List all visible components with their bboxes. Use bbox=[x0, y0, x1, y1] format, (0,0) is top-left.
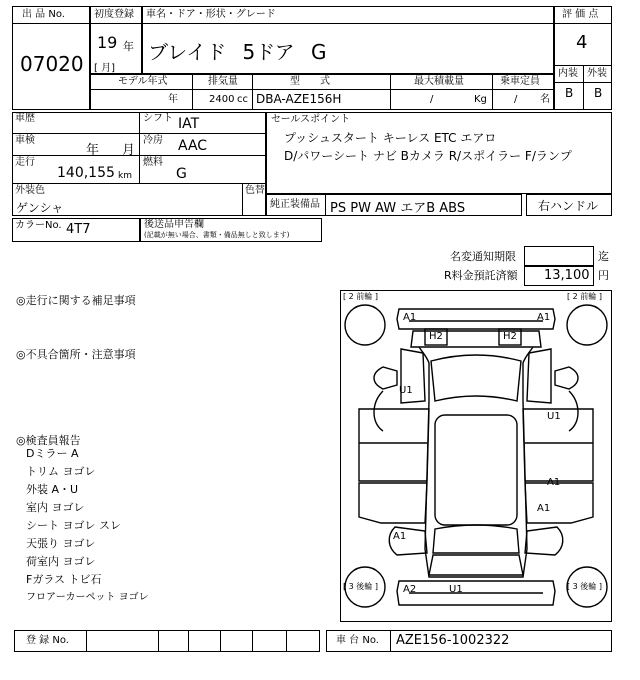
corner-label-rear-right: [ 3 後輪 ] bbox=[567, 582, 602, 591]
deadline-label: 名変通知期限 bbox=[450, 250, 516, 263]
car-outline bbox=[341, 291, 611, 621]
model-type: DBA-AZE156H bbox=[256, 92, 342, 106]
fuel-label: 燃料 bbox=[143, 157, 163, 168]
inspection-month-unit: 月 bbox=[122, 143, 136, 158]
trunk-shape bbox=[429, 555, 523, 575]
report-item: 室内 ヨゴレ bbox=[26, 501, 85, 514]
interior-grade: B bbox=[565, 86, 574, 100]
damage-diagram bbox=[340, 290, 612, 622]
history-label: 車歴 bbox=[15, 113, 35, 124]
damage-mark: U1 bbox=[547, 411, 561, 422]
sales-point-line-2: D/パワーシート ナビ Bカメラ R/スポイラー F/ランプ bbox=[284, 149, 572, 163]
recycle-unit: 円 bbox=[598, 269, 609, 282]
damage-mark: H2 bbox=[429, 331, 443, 342]
fuel: G bbox=[176, 166, 187, 182]
inspection-year-unit: 年 bbox=[86, 143, 100, 158]
driving-notes-title: ◎走行に関する補足事項 bbox=[16, 294, 136, 307]
report-item: トリム ヨゴレ bbox=[26, 465, 96, 478]
tire-front-right-icon bbox=[567, 305, 607, 345]
ac-label: 冷房 bbox=[143, 135, 163, 146]
shift: IAT bbox=[178, 116, 200, 132]
score: 4 bbox=[576, 32, 588, 53]
recycle-label: R料金預託済額 bbox=[444, 269, 518, 282]
report-item: シート ヨゴレ スレ bbox=[26, 519, 121, 532]
defects-title: ◎不具合箇所・注意事項 bbox=[16, 348, 136, 361]
year-unit: 年 bbox=[123, 40, 134, 53]
damage-mark: A1 bbox=[393, 531, 407, 542]
first-registration-year: 19 bbox=[97, 33, 118, 52]
damage-mark: H2 bbox=[503, 331, 517, 342]
exterior-grade: B bbox=[594, 86, 603, 100]
report-item: フロアーカーペット ヨゴレ bbox=[26, 592, 149, 603]
car-name: ブレイド 5ドア G bbox=[148, 40, 327, 64]
damage-mark: U1 bbox=[399, 385, 413, 396]
report-item: 天張り ヨゴレ bbox=[26, 537, 96, 550]
damage-mark: A2 bbox=[403, 584, 417, 595]
report-item: 外装 A・U bbox=[26, 483, 79, 496]
model-year-unit: 年 bbox=[168, 94, 178, 105]
month-unit: [ 月] bbox=[94, 63, 115, 74]
corner-label-front-right: [ 2 前輪 ] bbox=[567, 292, 602, 301]
type-label: 型 式 bbox=[290, 76, 330, 87]
corner-label-front-left: [ 2 前輪 ] bbox=[343, 292, 378, 301]
max-load-sep: / bbox=[430, 94, 434, 105]
car-name-label: 車名・ドア・形状・グレード bbox=[146, 9, 276, 20]
damage-mark: A1 bbox=[537, 312, 551, 323]
mileage-label: 走行 bbox=[15, 157, 35, 168]
capacity-label: 乗車定員 bbox=[500, 76, 540, 87]
capacity-unit: 名 bbox=[540, 94, 550, 105]
color-no-label: カラーNo. bbox=[15, 220, 62, 231]
tire-front-left-icon bbox=[345, 305, 385, 345]
report-item: Fガラス トビ石 bbox=[26, 573, 102, 586]
max-load-label: 最大積載量 bbox=[414, 76, 464, 87]
registration-number-label: 登 録 No. bbox=[26, 635, 69, 646]
inspection-label: 車検 bbox=[15, 135, 35, 146]
model-year-label: モデル年式 bbox=[118, 76, 168, 87]
sales-point-label: セールスポイント bbox=[271, 114, 351, 125]
lot-number: 07020 bbox=[20, 52, 84, 76]
sales-point-line-1: プッシュスタート キーレス ETC エアロ bbox=[284, 131, 497, 145]
rear-window-shape bbox=[433, 525, 519, 553]
damage-mark: A1 bbox=[403, 312, 417, 323]
document-note: (記載が無い場合、書類・備品無しと致します) bbox=[144, 231, 290, 239]
deadline-field bbox=[524, 246, 594, 266]
shift-label: シフト bbox=[143, 113, 173, 124]
recycle-amount: 13,100 bbox=[544, 268, 590, 283]
report-item: 荷室内 ヨゴレ bbox=[26, 555, 96, 568]
chassis-number-label: 車 台 No. bbox=[336, 635, 379, 646]
displacement-label: 排気量 bbox=[208, 76, 238, 87]
windshield-shape bbox=[431, 355, 521, 401]
capacity-sep: / bbox=[514, 94, 518, 105]
color-change-label: 色替 bbox=[245, 185, 265, 196]
inspector-report-title: ◎検査員報告 bbox=[16, 434, 81, 447]
interior-label: 内装 bbox=[558, 68, 578, 79]
mileage: 140,155 bbox=[57, 165, 115, 181]
roof-shape bbox=[435, 415, 517, 525]
color-no: 4T7 bbox=[66, 222, 91, 237]
report-item: Dミラー A bbox=[26, 447, 79, 460]
score-label: 評 価 点 bbox=[562, 9, 599, 20]
exterior-label: 外装 bbox=[587, 68, 607, 79]
damage-mark: U1 bbox=[449, 584, 463, 595]
color-label: 外装色 bbox=[15, 185, 45, 196]
damage-mark: A1 bbox=[547, 477, 561, 488]
max-load-unit: Kg bbox=[474, 94, 487, 105]
body-outline bbox=[419, 347, 533, 577]
color-value: ゲンシャ bbox=[16, 201, 64, 215]
displacement-unit: cc bbox=[237, 94, 248, 105]
steering-side: 右ハンドル bbox=[538, 199, 599, 213]
deadline-unit: 迄 bbox=[598, 250, 609, 263]
mileage-unit: km bbox=[118, 171, 132, 181]
first-registration-label: 初度登録 bbox=[94, 9, 134, 20]
lot-number-label: 出 品 No. bbox=[22, 9, 65, 20]
chassis-number: AZE156-1002322 bbox=[396, 633, 510, 648]
displacement: 2400 bbox=[209, 94, 235, 105]
damage-mark: A1 bbox=[537, 503, 551, 514]
corner-label-rear-left: [ 3 後輪 ] bbox=[343, 582, 378, 591]
equipment: PS PW AW エアB ABS bbox=[330, 201, 466, 216]
document-label: 後送品申告欄 bbox=[144, 219, 204, 230]
equipment-label: 純正装備品 bbox=[270, 199, 320, 210]
ac: AAC bbox=[178, 138, 208, 154]
front-bumper-shape bbox=[397, 309, 555, 329]
